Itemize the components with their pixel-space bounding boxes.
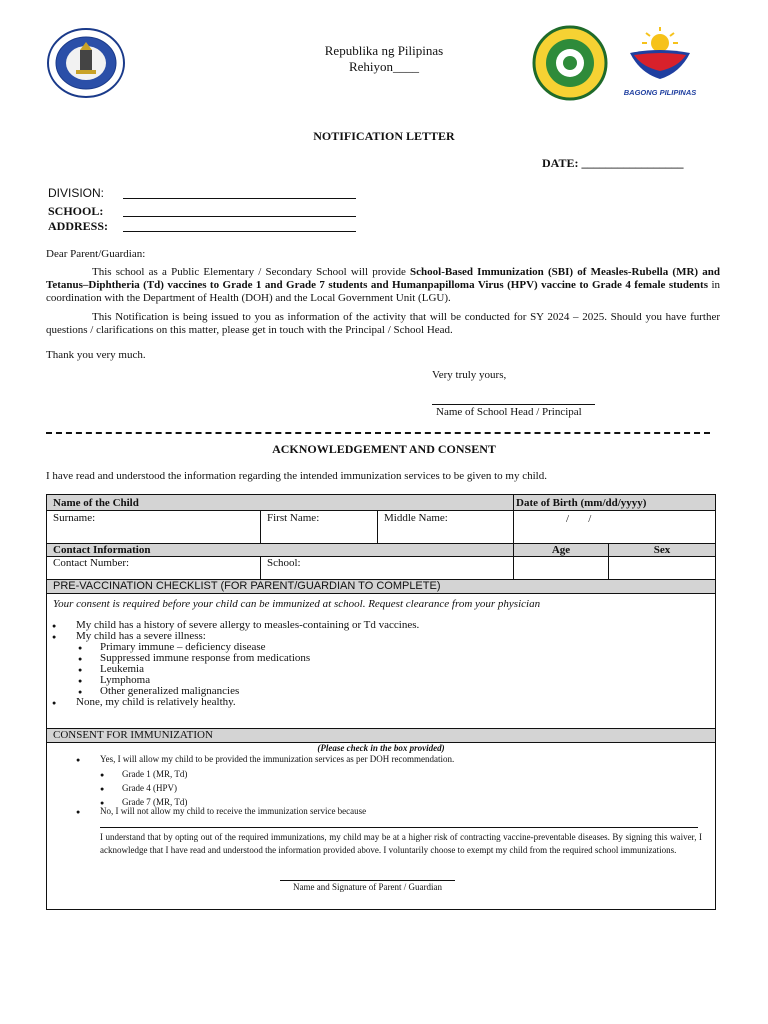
salutation: Dear Parent/Guardian:: [46, 248, 146, 260]
region-label: Rehiyon____: [348, 59, 420, 74]
dob-label: Date of Birth (mm/dd/yyyy): [516, 497, 647, 509]
first-name-label: First Name:: [267, 512, 320, 524]
consent-list: [76, 754, 706, 809]
division-field[interactable]: [123, 185, 356, 199]
waiver-text: I understand that by opting out of the required immunizations, my child may be at a higher risk of contracting vaccine-preventable diseases. By signing this waiver, I acknowledge that I have read and understood the information provided above. I voluntarily choose to exempt my child from the required school immunizations.: [100, 832, 702, 855]
contact-number-label: Contact Number:: [53, 557, 130, 569]
dob-header: [513, 494, 716, 511]
cut-line: [46, 432, 710, 434]
checklist-box-divider: [46, 594, 716, 729]
illness-item[interactable]: ● Other generalized malignancies: [100, 686, 706, 697]
division-label: DIVISION:: [48, 186, 105, 200]
sex-header: [608, 543, 716, 557]
item-healthy-text: None, my child is relatively healthy.: [76, 696, 236, 708]
illness-item[interactable]: ● Primary immune – deficiency disease: [100, 642, 706, 653]
contact-info-label: Contact Information: [53, 544, 151, 556]
grade-option[interactable]: ● Grade 1 (MR, Td): [122, 767, 706, 781]
age-header: [513, 543, 609, 557]
checklist-note: Your consent is required before your child can be immunized at school. Request clearance from your physician: [53, 598, 541, 610]
reason-field[interactable]: [100, 818, 698, 828]
closing: Very truly yours,: [432, 369, 507, 381]
consent-no-option[interactable]: [76, 806, 706, 817]
parent-signature-line[interactable]: [280, 870, 455, 881]
grade-option[interactable]: ● Grade 7 (MR, Td): [122, 795, 706, 809]
grade-option[interactable]: ● Grade 4 (HPV): [122, 781, 706, 795]
consent-note: (Please check in the box provided): [317, 743, 445, 753]
consent-title: CONSENT FOR IMMUNIZATION: [53, 729, 213, 741]
contact-number-field[interactable]: [46, 556, 261, 580]
parent-signature-label: Name and Signature of Parent / Guardian: [293, 882, 442, 892]
school-label: SCHOOL:: [48, 204, 104, 218]
date-field[interactable]: DATE: _________________: [542, 156, 684, 170]
school-name-label: School:: [267, 557, 301, 569]
item-allergy-text: My child has a history of severe allergy to measles-containing or Td vaccines.: [76, 619, 420, 631]
deped-seal: [46, 28, 126, 98]
doh-seal: [532, 25, 608, 101]
yes-text: Yes, I will allow my child to be provided the immunization services as per DOH recommendation.: [100, 754, 455, 764]
p1-b: School-Based Immunization (SBI) of Measles-Rubella (MR) and Tetanus–Diphtheria (Td) vaccines to Grade 1 and Grade 7 students and Humanpapilloma Virus (HPV) vaccine to Grade 4 female students: [46, 266, 720, 291]
dob-field[interactable]: [513, 510, 716, 544]
surname-label: Surname:: [53, 512, 96, 524]
checklist-header: [46, 579, 716, 594]
dob-slashes: / /: [566, 513, 592, 525]
checklist-title: PRE-VACCINATION CHECKLIST (FOR PARENT/GUARDIAN TO COMPLETE): [53, 580, 441, 592]
school-name-field[interactable]: [260, 556, 514, 580]
address-field[interactable]: [123, 218, 356, 232]
contact-info-header: [46, 543, 514, 557]
no-text: No, I will not allow my child to receive the immunization service because: [100, 806, 367, 816]
name-child-header: [46, 494, 514, 511]
letter-title: NOTIFICATION LETTER: [313, 129, 455, 143]
illness-item[interactable]: ● Lymphoma: [100, 675, 706, 686]
p1-a: This school as a Public Elementary / Secondary School will provide: [92, 266, 411, 278]
name-child-label: Name of the Child: [53, 497, 139, 509]
thank-you: Thank you very much.: [46, 349, 146, 361]
country-name: Republika ng Pilipinas: [324, 43, 444, 58]
paragraph-2: This Notification is being issued to you as information of the activity that will be conducted for SY 2024 – 2025. Should you have further questions / clarifications on this matter, please get in touch with the Principal / School Head.: [46, 311, 720, 336]
bagong-pilipinas-label: BAGONG PILIPINAS: [623, 88, 697, 97]
first-name-field[interactable]: [260, 510, 378, 544]
consent-yes-option[interactable]: [100, 754, 706, 809]
age-field[interactable]: [513, 556, 609, 580]
item-illness-text: My child has a severe illness:: [76, 630, 206, 642]
p1-c: in coordination with the Department of Health (DOH) and the Local Government Unit (LGU).: [46, 279, 720, 304]
bagong-pilipinas-logo: [620, 25, 700, 95]
ack-title: ACKNOWLEDGEMENT AND CONSENT: [272, 442, 496, 456]
middle-name-field[interactable]: [377, 510, 514, 544]
signature-line[interactable]: [432, 394, 595, 405]
signature-label: Name of School Head / Principal: [436, 406, 582, 418]
illness-item[interactable]: ● Leukemia: [100, 664, 706, 675]
illness-item[interactable]: ● Suppressed immune response from medications: [100, 653, 706, 664]
sex-field[interactable]: [608, 556, 716, 580]
consent-header: [46, 728, 716, 743]
paragraph-1: [46, 266, 720, 305]
school-field[interactable]: [123, 203, 356, 217]
sex-label: Sex: [653, 544, 671, 556]
ack-intro: I have read and understood the information regarding the intended immunization services to be given to my child.: [46, 470, 547, 482]
address-label: ADDRESS:: [48, 219, 109, 233]
middle-name-label: Middle Name:: [384, 512, 448, 524]
surname-field[interactable]: [46, 510, 261, 544]
age-label: Age: [551, 544, 571, 556]
